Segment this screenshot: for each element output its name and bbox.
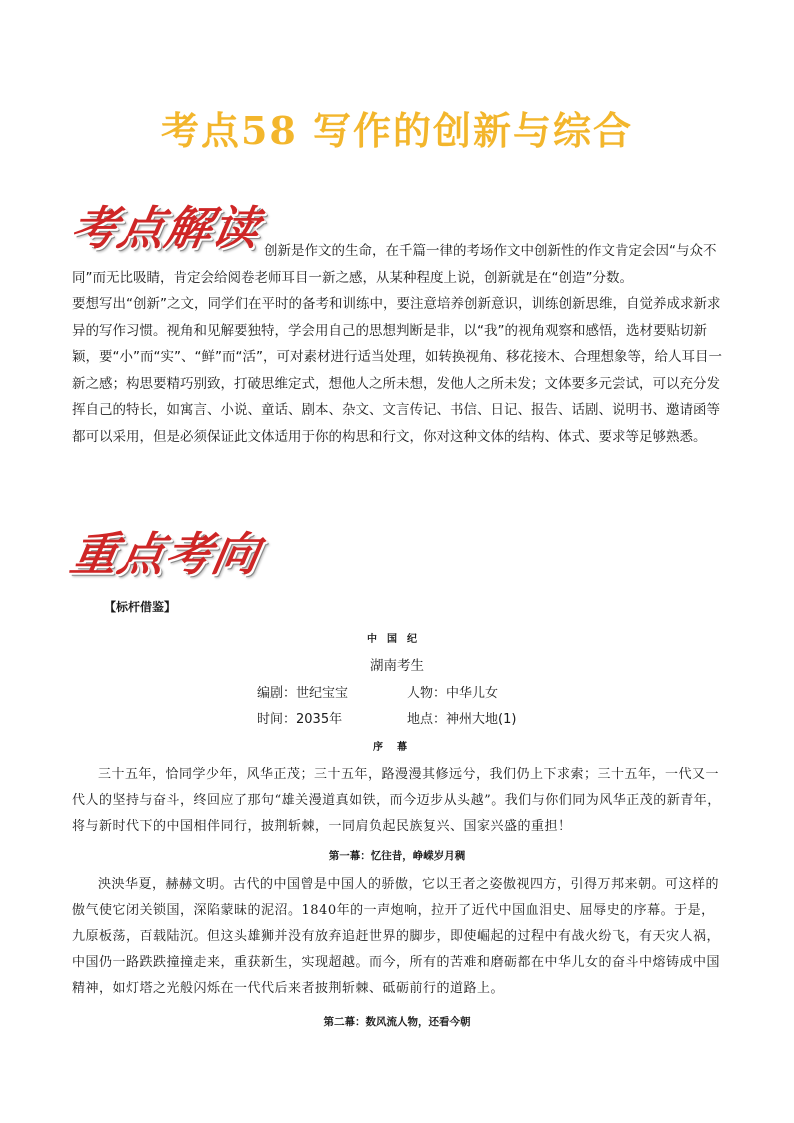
kaodian-jiedu-badge: 考点解读 — [66, 201, 265, 255]
place: 地点：神州大地(1) — [407, 712, 517, 727]
act1-heading: 第一幕：忆往昔，峥嵘岁月稠 — [328, 850, 466, 862]
intro-paragraph-1-text: 创新是作文的生命，在千篇一律的考场作文中创新性的作文肯定会因“与众不同”而无比吸睛，肯定会给阅卷老师耳目一新之感，从某种程度上说，创新就是在“创造”分数。 — [72, 243, 717, 286]
credits-row-1 — [0, 682, 794, 701]
page-title: 考点58 写作的创新与综合 — [160, 108, 634, 153]
act1-paragraph: 泱泱华夏，赫赫文明。古代的中国曾是中国人的骄傲，它以王者之姿傲视四方，引得万邦来朝。可这样的傲气使它闭关锁国，深陷蒙昧的泥沼。1840年的一声炮响，拉开了近代中国血泪史、屈辱史的序幕。于是，九原板荡，百载陆沉。但这头雄狮并没有放弃追赶世界的脚步，即使崛起的过程中有战火纷飞，有天灾人祸，中国仍一路跌跌撞撞走来，重获新生，实现超越。而今，所有的苦难和磨砺都在中华儿女的奋斗中熔铸成中国精神，如灯塔之光般闪烁在一代代后来者披荆斩棘、砥砺前行的道路上。 — [72, 877, 721, 996]
zhongdian-kaoxiang-badge: 重点考向 — [66, 527, 265, 581]
play-title: 中国纪 — [367, 634, 427, 645]
act2-heading: 第二幕：数风流人物，还看今朝 — [323, 1016, 471, 1028]
intro-section — [72, 238, 722, 450]
screenwriter: 编剧：世纪宝宝 — [257, 686, 349, 701]
credits-row-2 — [0, 708, 794, 727]
author: 湖南考生 — [370, 658, 424, 674]
prologue-paragraph: 三十五年，恰同学少年，风华正茂；三十五年，路漫漫其修远兮，我们仍上下求索；三十五年，一代又一代人的坚持与奋斗，终回应了那句“雄关漫道真如铁，而今迈步从头越”。我们与你们同为风华正茂的新青年，将与新时代下的中国相伴同行，披荆斩棘，一同肩负起民族复兴、国家兴盛的重担！ — [72, 767, 721, 834]
intro-paragraph-2: 要想写出“创新”之文，同学们在平时的备考和训练中，要注意培养创新意识，训练创新思维，自觉养成求新求异的写作习惯。视角和见解要独特，学会用自己的思想判断是非，以“我”的视角观察和感悟，选材要贴切新颖，要“小”而“实”、“鲜”而“活”，可对素材进行适当处理，如转换视角、移花接木、合理想象等，给人耳目一新之感；构思要精巧别致，打破思维定式，想他人之所未想，发他人之所未发；文体要多元尝试，可以充分发挥自己的特长，如寓言、小说、童话、剧本、杂文、文言传记、书信、日记、报告、话剧、说明书、邀请函等都可以采用，但是必须保证此文体适用于你的构思和行文，你对这种文体的结构、体式、要求等足够熟悉。 — [72, 296, 722, 445]
prologue-heading: 序幕 — [373, 742, 421, 753]
example-label: 【标杆借鉴】 — [104, 600, 177, 614]
time: 时间：2035年 — [257, 712, 343, 727]
characters: 人物：中华儿女 — [407, 686, 499, 701]
intro-paragraph-1 — [72, 238, 722, 291]
